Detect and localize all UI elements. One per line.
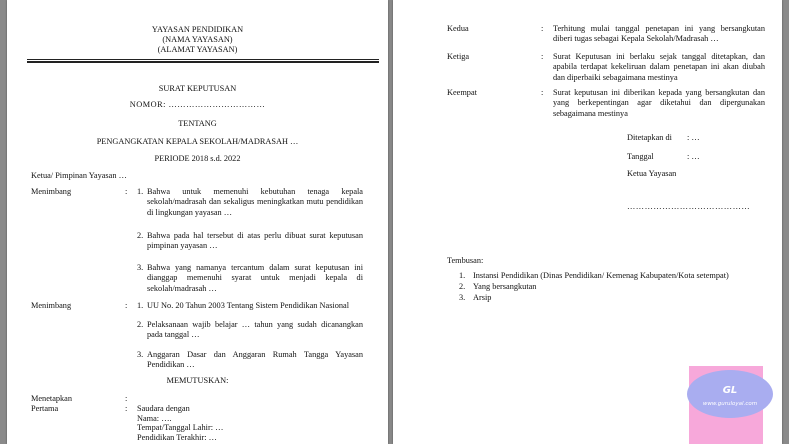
document-period: PERIODE 2018 s.d. 2022 bbox=[154, 154, 241, 163]
menimbang-item: Bahwa pada hal tersebut di atas perlu dibuat surat keputusan pimpinan yayasan … bbox=[147, 231, 363, 251]
menimbang-item: Bahwa untuk memenuhi kebutuhan tenaga kepala sekolah/madrasah dan sekaligus meningkatkan mutu pendidikan di lingkungan yayasan … bbox=[147, 187, 363, 217]
document-title: SURAT KEPUTUSAN bbox=[158, 84, 237, 93]
mengingat-colon: : bbox=[125, 301, 128, 310]
menetapkan-colon: : bbox=[125, 394, 128, 403]
clause-label-ketiga: Ketiga bbox=[447, 52, 470, 61]
ditetapkan-value: : … bbox=[687, 133, 700, 142]
letterhead-rule-top bbox=[27, 59, 379, 60]
ketua-yayasan-label: Ketua Yayasan bbox=[627, 169, 677, 178]
tembusan-item-num: 3. bbox=[459, 293, 466, 302]
mengingat-item-num: 1. bbox=[137, 301, 144, 310]
tanggal-label: Tanggal bbox=[627, 152, 654, 161]
tembusan-item: Yang bersangkutan bbox=[473, 282, 537, 291]
watermark-logo-url: www.guruloyal.com bbox=[702, 401, 758, 407]
menimbang-item-num: 1. bbox=[137, 187, 144, 196]
clause-colon: : bbox=[541, 52, 544, 61]
tentang-heading: TENTANG bbox=[178, 119, 217, 128]
mengingat-item-num: 2. bbox=[137, 320, 144, 329]
document-page-right bbox=[393, 0, 782, 444]
tanggal-value: : … bbox=[687, 152, 700, 161]
tembusan-item: Instansi Pendidikan (Dinas Pendidikan/ Kemenag Kabupaten/Kota setempat) bbox=[473, 271, 729, 280]
menetapkan-label: Menetapkan bbox=[31, 394, 73, 403]
clause-label-keempat: Keempat bbox=[447, 88, 477, 97]
clause-colon: : bbox=[541, 88, 544, 97]
mengingat-label: Menimbang bbox=[31, 301, 72, 310]
pertama-line: Pendidikan Terakhir: … bbox=[137, 433, 217, 442]
memutuskan-heading: MEMUTUSKAN: bbox=[166, 376, 229, 385]
pertama-line: Nama: …. bbox=[137, 414, 172, 423]
menimbang-label: Menimbang bbox=[31, 187, 72, 196]
letterhead-rule-bottom bbox=[27, 61, 379, 63]
pertama-line: Tempat/Tanggal Lahir: … bbox=[137, 423, 224, 432]
signature-line: …………………………………… bbox=[627, 202, 751, 211]
document-number: NOMOR: …………………………… bbox=[129, 100, 266, 109]
foundation-placeholder-name: (NAMA YAYASAN) bbox=[162, 35, 233, 44]
tembusan-item: Arsip bbox=[473, 293, 492, 302]
clause-text-kedua: Terhitung mulai tanggal penetapan ini yang bersangkutan diberi tugas sebagai Kepala Sekolah/Madrasah … bbox=[553, 24, 765, 44]
document-page-left bbox=[7, 0, 388, 444]
pertama-label: Pertama bbox=[31, 404, 59, 413]
mengingat-item-num: 3. bbox=[137, 350, 144, 359]
mengingat-item: Anggaran Dasar dan Anggaran Rumah Tangga Yayasan Pendidikan … bbox=[147, 350, 363, 370]
document-subject: PENGANGKATAN KEPALA SEKOLAH/MADRASAH … bbox=[96, 137, 299, 146]
clause-label-kedua: Kedua bbox=[447, 24, 469, 33]
mengingat-item: Pelaksanaan wajib belajar … tahun yang sudah dicanangkan pada tanggal … bbox=[147, 320, 363, 340]
watermark-logo-text: GL bbox=[722, 385, 738, 396]
issuer-line: Ketua/ Pimpinan Yayasan … bbox=[31, 171, 127, 180]
pertama-colon: : bbox=[125, 404, 128, 413]
mengingat-item: UU No. 20 Tahun 2003 Tentang Sistem Pendidikan Nasional bbox=[147, 301, 350, 310]
clause-text-ketiga: Surat Keputusan ini berlaku sejak tanggal ditetapkan, dan apabila terdapat kekeliruan dalam penetapan ini akan diubah dan diperbaiki sebagaimana mestinya bbox=[553, 52, 765, 82]
pertama-line: Saudara dengan bbox=[137, 404, 190, 413]
tembusan-item-num: 2. bbox=[459, 282, 466, 291]
menimbang-item-num: 2. bbox=[137, 231, 144, 240]
clause-text-keempat: Surat keputusan ini diberikan kepada yang bersangkutan dan yang berkepentingan agar diketahui dan dipergunakan sebagaimana mestinya bbox=[553, 88, 765, 118]
menimbang-item: Bahwa yang namanya tercantum dalam surat keputusan ini dianggap memenuhi syarat untuk menjadi kepala di sekolah/madrasah … bbox=[147, 263, 363, 293]
tembusan-label: Tembusan: bbox=[447, 256, 484, 265]
menimbang-item-num: 3. bbox=[137, 263, 144, 272]
foundation-name: YAYASAN PENDIDIKAN bbox=[151, 25, 244, 34]
ditetapkan-label: Ditetapkan di bbox=[627, 133, 672, 142]
clause-colon: : bbox=[541, 24, 544, 33]
foundation-address: (ALAMAT YAYASAN) bbox=[157, 45, 238, 54]
tembusan-item-num: 1. bbox=[459, 271, 466, 280]
menimbang-colon: : bbox=[125, 187, 128, 196]
